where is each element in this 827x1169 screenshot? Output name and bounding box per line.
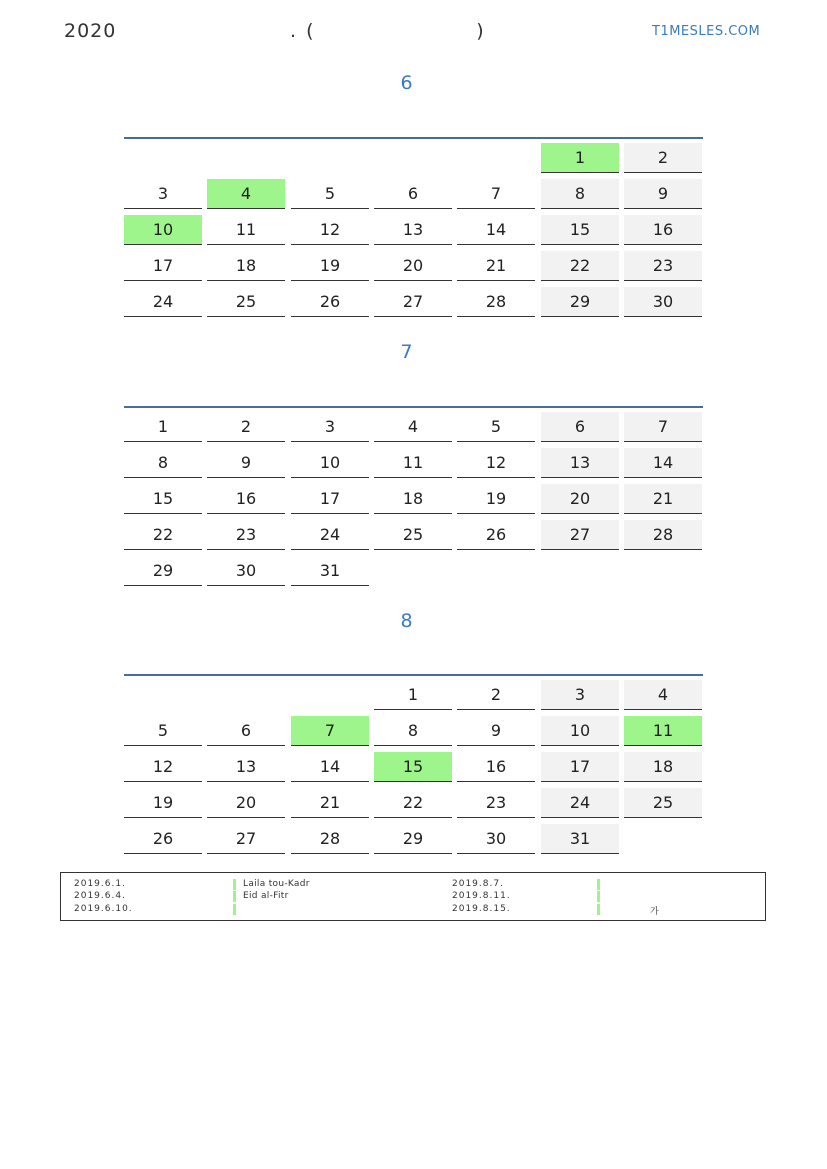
calendar-day: 23: [207, 520, 285, 550]
calendar-day: 26: [124, 824, 202, 854]
calendar-day: 7: [291, 716, 369, 746]
calendar-day: 10: [124, 215, 202, 245]
calendar-day: 24: [541, 788, 619, 818]
calendar-day: 4: [207, 179, 285, 209]
calendar-day: 24: [124, 287, 202, 317]
legend-name: Laila tou-Kadr: [243, 879, 310, 889]
calendar-day: 17: [124, 251, 202, 281]
legend-marker: [233, 904, 236, 915]
month-rule: [124, 137, 703, 139]
site-link[interactable]: T1MESLES.COM: [652, 24, 761, 39]
calendar-day: 4: [374, 412, 452, 442]
calendar-day: 16: [457, 752, 535, 782]
calendar-day: 6: [541, 412, 619, 442]
calendar-day: 18: [374, 484, 452, 514]
calendar-day: 13: [207, 752, 285, 782]
legend-marker: [233, 891, 236, 902]
calendar-day: 29: [374, 824, 452, 854]
calendar-day: 4: [624, 680, 702, 710]
calendar-day: 17: [541, 752, 619, 782]
calendar-day: 27: [374, 287, 452, 317]
calendar-day: 1: [124, 412, 202, 442]
calendar-day: 15: [374, 752, 452, 782]
holiday-legend: [60, 872, 766, 921]
legend-marker: [233, 879, 236, 890]
calendar-day: 12: [457, 448, 535, 478]
legend-marker: [597, 904, 600, 915]
calendar-day: 3: [291, 412, 369, 442]
legend-date: 2019.8.15.: [452, 904, 511, 914]
calendar-day: 31: [291, 556, 369, 586]
calendar-day: 25: [624, 788, 702, 818]
calendar-day: 23: [457, 788, 535, 818]
calendar-day: 6: [374, 179, 452, 209]
calendar-day: 19: [124, 788, 202, 818]
calendar-day: 28: [624, 520, 702, 550]
calendar-day: 18: [624, 752, 702, 782]
calendar-day: 7: [624, 412, 702, 442]
calendar-day: 24: [291, 520, 369, 550]
calendar-day: 14: [457, 215, 535, 245]
legend-date: 2019.6.4.: [74, 891, 126, 901]
legend-date: 2019.6.10.: [74, 904, 133, 914]
calendar-day: 2: [207, 412, 285, 442]
calendar-day: 5: [457, 412, 535, 442]
calendar-day: 8: [124, 448, 202, 478]
calendar-day: 11: [207, 215, 285, 245]
calendar-day: 14: [624, 448, 702, 478]
calendar-day: 19: [291, 251, 369, 281]
calendar-day: 16: [207, 484, 285, 514]
calendar-day: 22: [541, 251, 619, 281]
calendar-day: 9: [624, 179, 702, 209]
calendar-day: 12: [291, 215, 369, 245]
month-grid-august: [124, 674, 703, 859]
calendar-day: 13: [541, 448, 619, 478]
calendar-day: 2: [624, 143, 702, 173]
month-rule: [124, 674, 703, 676]
calendar-day: 19: [457, 484, 535, 514]
legend-name: 가: [650, 907, 659, 917]
calendar-day: 30: [624, 287, 702, 317]
calendar-day: 9: [457, 716, 535, 746]
calendar-day: 8: [541, 179, 619, 209]
calendar-day: 20: [541, 484, 619, 514]
calendar-day: 23: [624, 251, 702, 281]
month-title-august: 8: [400, 610, 413, 632]
calendar-day: 30: [207, 556, 285, 586]
calendar-day: 7: [457, 179, 535, 209]
calendar-day: 31: [541, 824, 619, 854]
calendar-day: 20: [207, 788, 285, 818]
calendar-day: 10: [541, 716, 619, 746]
calendar-day: 1: [541, 143, 619, 173]
calendar-day: 5: [291, 179, 369, 209]
year-heading: 2020: [64, 20, 117, 42]
calendar-day: 20: [374, 251, 452, 281]
legend-date: 2019.8.11.: [452, 891, 511, 901]
calendar-day: 15: [541, 215, 619, 245]
month-title-june: 6: [400, 72, 413, 94]
calendar-day: 27: [541, 520, 619, 550]
legend-date: 2019.8.7.: [452, 879, 504, 889]
calendar-day: 10: [291, 448, 369, 478]
calendar-day: 26: [457, 520, 535, 550]
calendar-day: 29: [541, 287, 619, 317]
calendar-day: 12: [124, 752, 202, 782]
calendar-day: 13: [374, 215, 452, 245]
calendar-day: 2: [457, 680, 535, 710]
month-grid-june: [124, 137, 703, 322]
calendar-day: 30: [457, 824, 535, 854]
month-grid-july: [124, 406, 703, 591]
title-parenthetical: . ( ): [290, 20, 486, 42]
legend-name: Eid al-Fitr: [243, 891, 289, 901]
calendar-day: 25: [207, 287, 285, 317]
calendar-day: 14: [291, 752, 369, 782]
calendar-day: 28: [291, 824, 369, 854]
calendar-day: 5: [124, 716, 202, 746]
calendar-day: 22: [124, 520, 202, 550]
calendar-day: 9: [207, 448, 285, 478]
calendar-day: 21: [291, 788, 369, 818]
calendar-day: 29: [124, 556, 202, 586]
calendar-day: 8: [374, 716, 452, 746]
calendar-day: 28: [457, 287, 535, 317]
calendar-day: 17: [291, 484, 369, 514]
calendar-day: 25: [374, 520, 452, 550]
calendar-day: 26: [291, 287, 369, 317]
legend-marker: [597, 891, 600, 902]
month-title-july: 7: [400, 341, 413, 363]
calendar-day: 15: [124, 484, 202, 514]
calendar-day: 18: [207, 251, 285, 281]
calendar-day: 1: [374, 680, 452, 710]
calendar-day: 3: [124, 179, 202, 209]
calendar-day: 16: [624, 215, 702, 245]
month-rule: [124, 406, 703, 408]
calendar-day: 21: [624, 484, 702, 514]
calendar-day: 3: [541, 680, 619, 710]
legend-date: 2019.6.1.: [74, 879, 126, 889]
calendar-day: 22: [374, 788, 452, 818]
calendar-day: 11: [374, 448, 452, 478]
calendar-day: 21: [457, 251, 535, 281]
legend-marker: [597, 879, 600, 890]
calendar-day: 6: [207, 716, 285, 746]
calendar-day: 27: [207, 824, 285, 854]
calendar-day: 11: [624, 716, 702, 746]
